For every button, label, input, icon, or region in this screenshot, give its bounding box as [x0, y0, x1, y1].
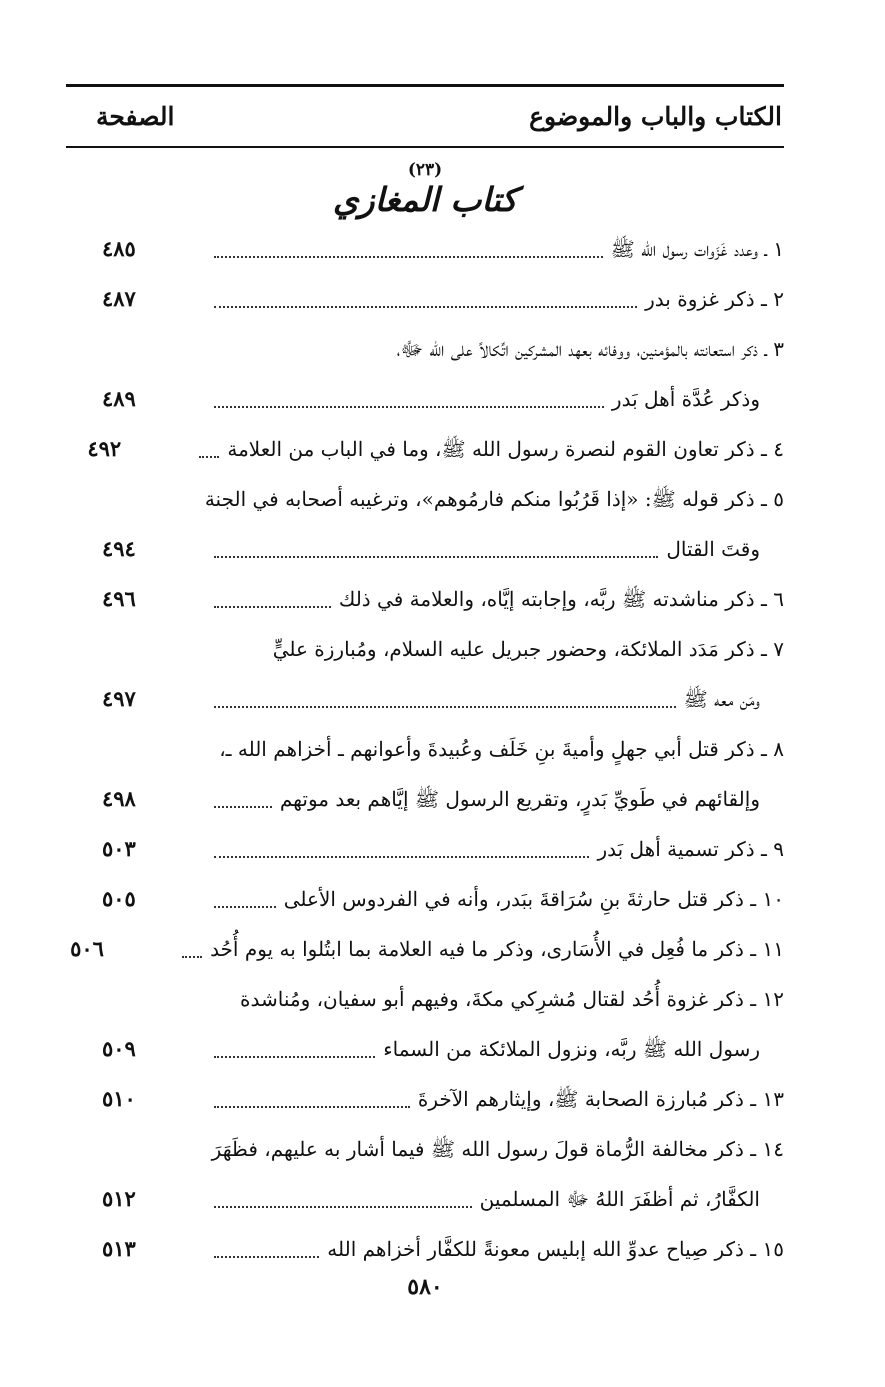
toc-entry-text: ٦ ـ ذكر مناشدته ﷺ ربَّه، وإجابته إيَّاه، والعلامة في ذلك	[338, 587, 784, 611]
book-number: (٢٣)	[407, 160, 443, 180]
leader-dots	[182, 955, 202, 958]
toc-entry-text: ٢ ـ ذكر غزوة بدر	[645, 287, 784, 311]
toc-entry-text: ٧ ـ ذكر مَدَد الملائكة، وحضور جبريل عليه السلام، ومُبارزة عليٍّ	[272, 637, 784, 661]
toc-entry-text: ٥ ـ ذكر قوله ﷺ: «إذا قَرُبُوا منكم فارمُوهم»، وترغيبه أصحابه في الجنة	[204, 487, 784, 511]
toc-entry-text: الكفَّارُ، ثم أظفَرَ اللهُ ﷻ المسلمين	[479, 1187, 760, 1211]
toc-entry	[66, 1074, 784, 1124]
toc-entry-page: ٤٩٦	[102, 586, 136, 611]
book-title: كتاب المغازي	[332, 180, 518, 219]
table-header	[66, 90, 784, 142]
header-page-label: الصفحة	[96, 101, 175, 131]
toc-entry	[66, 424, 784, 474]
toc-entry	[66, 1124, 784, 1224]
toc-entry-text: ٨ ـ ذكر قتل أبي جهلٍ وأميةَ بنِ خَلَف وعُبيدةَ وأعوانهم ـ أخزاهم الله ـ،	[219, 737, 784, 761]
toc-entry-text: ٩ ـ ذكر تسمية أهل بَدر	[597, 837, 784, 861]
header-top-rule	[66, 84, 784, 87]
toc-entry-page: ٤٨٩	[102, 386, 136, 411]
toc-entry-text: وذكر عُدَّة أهل بَدر	[611, 387, 760, 411]
leader-dots	[214, 555, 658, 558]
toc-entry-text: ١٤ ـ ذكر مخالفة الرُّماة قولَ رسول الله ﷺ فيما أشار به عليهم، فظَهَرَ	[211, 1137, 784, 1161]
toc-entry-text: رسول الله ﷺ ربَّه، ونزول الملائكة من السماء	[383, 1037, 760, 1061]
toc-entry	[66, 924, 784, 974]
toc-entry-text: وقتَ القتال	[666, 537, 760, 561]
leader-dots	[199, 455, 219, 458]
toc-entry	[66, 224, 784, 274]
toc-entry-text: وإلقائهم في طَويِّ بَدرٍ، وتقريع الرسول ﷺ إيَّاهم بعد موتهم	[279, 787, 760, 811]
leader-dots	[214, 305, 637, 308]
toc-entry-text: ١٣ ـ ذكر مُبارزة الصحابة ﷺ، وإيثارهم الآخرةَ	[417, 1087, 784, 1111]
toc-entry-page: ٥٠٩	[102, 1036, 136, 1061]
leader-dots	[214, 1205, 472, 1208]
toc-entry-page: ٥١٠	[102, 1086, 136, 1111]
toc-entry-page: ٤٩٧	[102, 686, 136, 711]
toc-entry-page: ٥٠٦	[70, 936, 104, 961]
toc-entries	[66, 224, 784, 1274]
toc-page	[66, 84, 784, 1364]
toc-entry-page: ٤٩٨	[102, 786, 136, 811]
toc-entry	[66, 974, 784, 1074]
toc-entry	[66, 624, 784, 724]
toc-entry-text: ١٠ ـ ذكر قتل حارثةَ بنِ سُرَاقةَ ببَدر، وأنه في الفردوس الأعلى	[283, 887, 784, 911]
footer-page-number: ٥٨٠	[407, 1274, 443, 1300]
toc-entry	[66, 274, 784, 324]
toc-entry-text: ١٢ ـ ذكر غزوة أُحُد لقتال مُشرِكي مكةَ، وفيهم أبو سفيان، ومُناشدة	[240, 987, 784, 1011]
toc-entry	[66, 324, 784, 424]
toc-entry	[66, 574, 784, 624]
leader-dots	[214, 705, 676, 708]
toc-entry-page: ٤٩٤	[102, 536, 136, 561]
toc-entry-text: ٣ ـ ذكر استعانته بالمؤمنين، ووفائه بعهد المشركين اتِّكالاً على الله ﷻ،	[396, 337, 784, 361]
leader-dots	[214, 855, 589, 858]
toc-entry	[66, 474, 784, 574]
toc-entry-page: ٤٩٢	[87, 436, 122, 461]
leader-dots	[214, 805, 272, 808]
toc-entry	[66, 1224, 784, 1274]
toc-entry-page: ٥٠٥	[102, 886, 136, 911]
header-topic-label: الكتاب والباب والموضوع	[529, 101, 782, 131]
leader-dots	[214, 1055, 375, 1058]
toc-entry-page: ٥١٢	[102, 1186, 136, 1211]
leader-dots	[214, 1255, 319, 1258]
leader-dots	[214, 605, 331, 608]
toc-entry-page: ٤٨٧	[102, 286, 136, 311]
toc-entry	[66, 824, 784, 874]
toc-entry-text: ١٥ ـ ذكر صِياح عدوِّ الله إبليس معونةً للكفَّار أخزاهم الله	[327, 1237, 784, 1261]
toc-entry-text: ٤ ـ ذكر تعاون القوم لنصرة رسول الله ﷺ، وما في الباب من العلامة	[227, 437, 784, 461]
toc-entry-text: ١ ـ وعدد غَزَوات رسول الله ﷺ	[610, 237, 784, 261]
toc-entry-page: ٥٠٣	[102, 836, 136, 861]
toc-entry-text: ١١ ـ ذكر ما فُعِل في الأُسَارى، وذكر ما فيه العلامة بما ابتُلوا به يوم أُحُد	[210, 937, 784, 961]
leader-dots	[214, 255, 603, 258]
header-bottom-rule	[66, 146, 784, 148]
toc-entry	[66, 874, 784, 924]
toc-entry-page: ٤٨٥	[102, 236, 136, 261]
leader-dots	[214, 1105, 410, 1108]
leader-dots	[214, 405, 604, 408]
toc-entry-page: ٥١٣	[102, 1236, 136, 1261]
leader-dots	[214, 905, 276, 908]
toc-entry	[66, 724, 784, 824]
toc-entry-text: ومَن معه ﷺ	[683, 687, 760, 711]
